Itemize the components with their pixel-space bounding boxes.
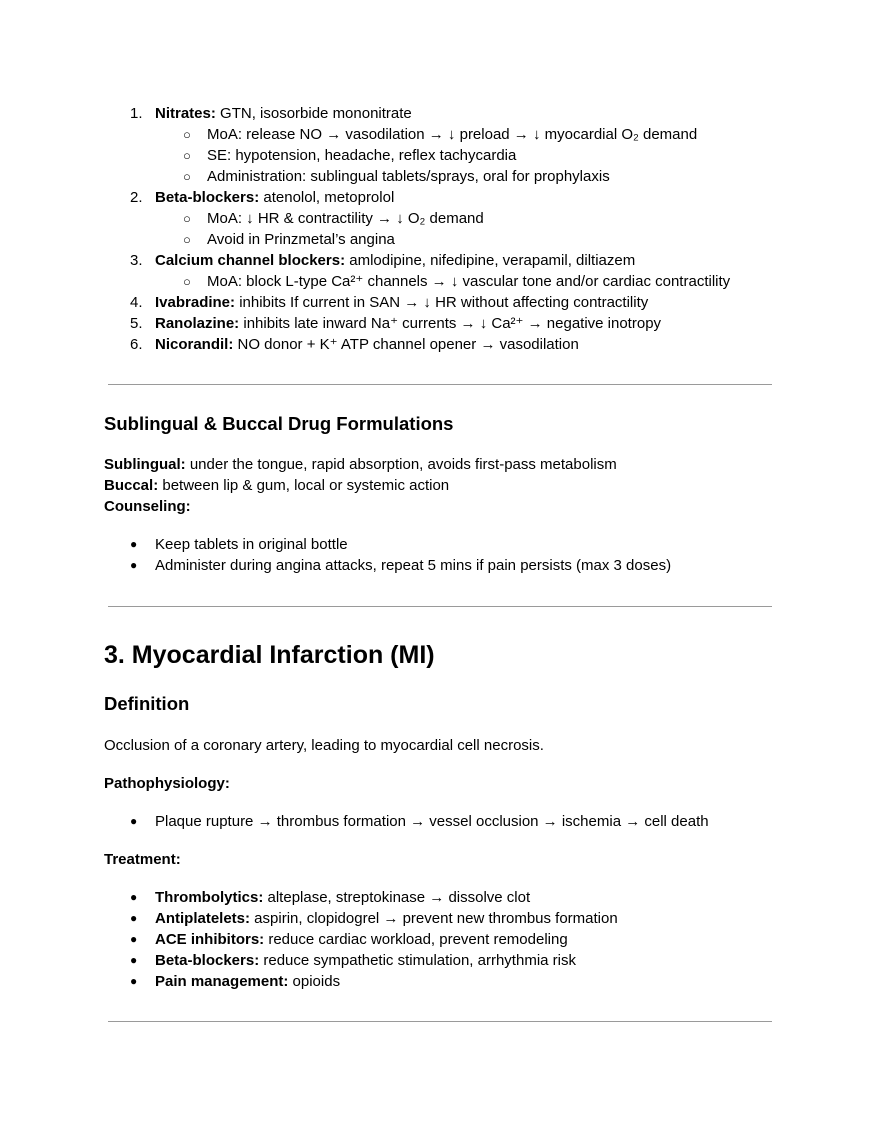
- sub-list-item: MoA: ↓ HR & contractility → ↓ O₂ demand: [207, 210, 484, 227]
- drug-list-item: [155, 292, 648, 313]
- section-heading: Sublingual & Buccal Drug Formulations: [104, 413, 454, 434]
- sub-list-item: Administration: sublingual tablets/sprays, oral for prophylaxis: [207, 168, 610, 185]
- list-number: 4.: [130, 294, 143, 311]
- line-text: inhibits If current in SAN → ↓ HR without affecting contractility: [235, 294, 649, 311]
- subheading: Treatment:: [104, 851, 181, 868]
- line-text: atenolol, metoprolol: [259, 189, 395, 206]
- line-text: opioids: [288, 973, 341, 990]
- line-text: reduce sympathetic stimulation, arrhythmia risk: [259, 952, 576, 969]
- drug-list-item: [155, 250, 635, 271]
- bold-label: Sublingual:: [104, 456, 186, 473]
- bold-label: Beta-blockers:: [155, 952, 260, 969]
- sub-list-item: Avoid in Prinzmetal’s angina: [207, 231, 395, 248]
- line-text: aspirin, clopidogrel → prevent new thrombus formation: [250, 910, 618, 927]
- hollow-bullet-icon: ○: [183, 274, 191, 289]
- bold-label: Nicorandil:: [155, 336, 234, 353]
- line-text: NO donor + K⁺ ATP channel opener → vasodilation: [233, 336, 579, 353]
- bullet-icon: ●: [130, 953, 138, 967]
- drug-list-item: [155, 334, 579, 355]
- line-text: between lip & gum, local or systemic action: [158, 477, 450, 494]
- divider: [108, 606, 772, 607]
- bullet-icon: ●: [130, 537, 138, 551]
- bullet-icon: ●: [130, 558, 138, 572]
- sub-list-item: SE: hypotension, headache, reflex tachycardia: [207, 147, 517, 164]
- bold-label: ACE inhibitors:: [155, 931, 265, 948]
- treatment-bullet: [155, 908, 618, 929]
- bullet-icon: ●: [130, 974, 138, 988]
- hollow-bullet-icon: ○: [183, 169, 191, 184]
- treatment-bullet: [155, 929, 568, 950]
- sub-list-item: MoA: release NO → vasodilation → ↓ preload → ↓ myocardial O₂ demand: [207, 126, 698, 143]
- drug-list-item: [155, 103, 412, 124]
- bold-label: Counseling:: [104, 498, 191, 515]
- bullet-icon: ●: [130, 814, 138, 828]
- definition-text: Occlusion of a coronary artery, leading to myocardial cell necrosis.: [104, 737, 544, 754]
- bullet-icon: ●: [130, 890, 138, 904]
- line-text: alteplase, streptokinase → dissolve clot: [263, 889, 531, 906]
- divider: [108, 384, 772, 385]
- bold-label: Nitrates:: [155, 105, 216, 122]
- list-number: 5.: [130, 315, 143, 332]
- section-heading: Definition: [104, 693, 190, 714]
- line-text: reduce cardiac workload, prevent remodeling: [264, 931, 568, 948]
- bold-label: Calcium channel blockers:: [155, 252, 346, 269]
- counseling-bullet: Keep tablets in original bottle: [155, 536, 348, 553]
- list-number: 1.: [130, 105, 143, 122]
- bold-label: Buccal:: [104, 477, 159, 494]
- hollow-bullet-icon: ○: [183, 148, 191, 163]
- hollow-bullet-icon: ○: [183, 127, 191, 142]
- treatment-bullet: [155, 971, 340, 992]
- bold-label: Beta-blockers:: [155, 189, 260, 206]
- counseling-bullet: Administer during angina attacks, repeat 5 mins if pain persists (max 3 doses): [155, 557, 672, 574]
- bold-label: Ranolazine:: [155, 315, 240, 332]
- divider: [108, 1021, 772, 1022]
- list-number: 2.: [130, 189, 143, 206]
- hollow-bullet-icon: ○: [183, 232, 191, 247]
- treatment-bullet: [155, 887, 530, 908]
- bold-label: Antiplatelets:: [155, 910, 251, 927]
- page-title: 3. Myocardial Infarction (MI): [104, 641, 435, 669]
- drug-list-item: [155, 187, 394, 208]
- line-text: amlodipine, nifedipine, verapamil, diltiazem: [345, 252, 636, 269]
- definition-line: [104, 475, 449, 496]
- sub-list-item: MoA: block L-type Ca²⁺ channels → ↓ vascular tone and/or cardiac contractility: [207, 273, 731, 290]
- patho-bullet: Plaque rupture → thrombus formation → vessel occlusion → ischemia → cell death: [155, 813, 709, 830]
- bullet-icon: ●: [130, 911, 138, 925]
- bold-label: Pain management:: [155, 973, 289, 990]
- line-text: GTN, isosorbide mononitrate: [215, 105, 412, 122]
- bold-label: Ivabradine:: [155, 294, 236, 311]
- list-number: 6.: [130, 336, 143, 353]
- hollow-bullet-icon: ○: [183, 211, 191, 226]
- definition-line: [104, 496, 191, 517]
- subheading: Pathophysiology:: [104, 775, 230, 792]
- treatment-bullet: [155, 950, 576, 971]
- drug-list-item: [155, 313, 661, 334]
- line-text: inhibits late inward Na⁺ currents → ↓ Ca²⁺ → negative inotropy: [239, 315, 662, 332]
- definition-line: [104, 454, 617, 475]
- bullet-icon: ●: [130, 932, 138, 946]
- line-text: under the tongue, rapid absorption, avoids first-pass metabolism: [185, 456, 617, 473]
- bold-label: Thrombolytics:: [155, 889, 264, 906]
- list-number: 3.: [130, 252, 143, 269]
